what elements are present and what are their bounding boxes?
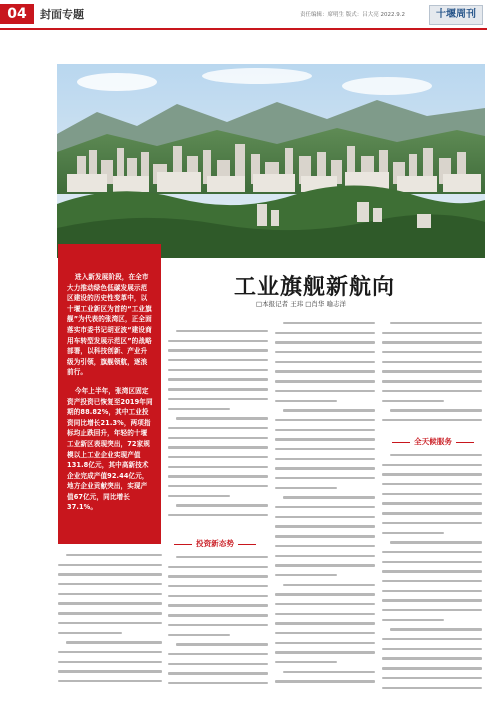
text-line — [275, 341, 375, 343]
text-line — [275, 661, 337, 663]
text-line — [390, 322, 482, 324]
text-line — [66, 641, 162, 643]
text-line — [58, 651, 162, 653]
text-line — [168, 514, 268, 516]
text-line — [58, 573, 162, 575]
text-line — [168, 624, 268, 626]
text-line — [283, 409, 375, 411]
text-line — [168, 672, 268, 674]
text-line — [390, 409, 482, 411]
text-line — [382, 561, 482, 563]
text-line — [275, 535, 375, 537]
section-subhead: 全天候服务 — [388, 436, 478, 447]
text-line — [275, 429, 375, 431]
text-line — [168, 485, 268, 487]
text-column — [275, 322, 375, 698]
text-line — [176, 643, 268, 645]
text-line — [382, 522, 482, 524]
text-line — [382, 677, 482, 679]
text-line — [58, 602, 162, 604]
page-number: 04 — [0, 4, 34, 24]
text-line — [58, 564, 162, 566]
text-line — [382, 667, 482, 669]
text-line — [58, 622, 162, 624]
text-line — [275, 603, 375, 605]
text-line — [390, 541, 482, 543]
text-line — [168, 466, 268, 468]
text-line — [168, 575, 268, 577]
summary-sidebar — [58, 244, 161, 544]
text-line — [275, 458, 375, 460]
text-line — [168, 566, 268, 568]
text-line — [168, 585, 268, 587]
text-line — [382, 419, 482, 421]
text-line — [168, 456, 268, 458]
text-line — [382, 599, 482, 601]
text-line — [275, 400, 337, 402]
text-line — [275, 332, 375, 334]
text-line — [275, 351, 375, 353]
text-line — [283, 496, 375, 498]
text-line — [275, 613, 375, 615]
text-line — [382, 502, 482, 504]
text-line — [382, 657, 482, 659]
text-line — [176, 330, 268, 332]
text-line — [168, 653, 268, 655]
text-line — [275, 390, 375, 392]
text-line — [168, 437, 268, 439]
text-line — [275, 487, 337, 489]
text-line — [275, 380, 375, 382]
text-line — [382, 570, 482, 572]
text-line — [275, 419, 375, 421]
text-column — [382, 454, 482, 698]
text-line — [168, 427, 268, 429]
text-line — [283, 671, 375, 673]
text-line — [168, 604, 268, 606]
text-line — [382, 483, 482, 485]
text-line — [382, 473, 482, 475]
text-line — [275, 632, 375, 634]
text-line — [382, 532, 444, 534]
text-line — [176, 556, 268, 558]
editor-credits: 责任编辑：席明生 版式：吕大亮 2022.9.2 — [300, 12, 405, 18]
text-line — [58, 612, 162, 614]
text-line — [168, 614, 268, 616]
text-line — [382, 493, 482, 495]
text-line — [275, 555, 375, 557]
text-line — [390, 454, 482, 456]
text-line — [275, 574, 337, 576]
city-aerial-photo — [57, 64, 485, 258]
text-line — [168, 634, 230, 636]
text-line — [275, 622, 375, 624]
text-line — [168, 663, 268, 665]
text-line — [275, 593, 375, 595]
text-line — [382, 648, 482, 650]
section-subhead: 投资新态势 — [170, 538, 260, 549]
text-line — [283, 322, 375, 324]
article-headline: 工业旗舰新航向 — [234, 274, 396, 300]
text-line — [66, 554, 162, 556]
text-line — [58, 632, 122, 634]
text-line — [275, 506, 375, 508]
text-line — [390, 628, 482, 630]
text-line — [382, 351, 482, 353]
sidebar-paragraph: 今年上半年，张湾区固定资产投资已恢复至2019年同期的88.82%，其中工业投资同比增长21.3%，两项指标均止跌回升，年轻的十堰工业新区表现突出，72家规模以上工业企业实现产值131.8亿元，其中高新技术企业完成产值92.44亿元，地方企业贡献突出，实现产值67亿元，同比增长37.1%。 — [67, 386, 153, 512]
text-line — [176, 504, 268, 506]
text-line — [382, 400, 444, 402]
text-line — [275, 680, 375, 682]
text-line — [58, 593, 162, 595]
text-column — [168, 330, 268, 530]
text-line — [168, 369, 268, 371]
text-line — [275, 525, 375, 527]
text-line — [275, 516, 375, 518]
text-line — [168, 595, 268, 597]
text-line — [382, 580, 482, 582]
section-title: 封面专题 — [40, 8, 84, 21]
text-line — [275, 564, 375, 566]
text-line — [382, 464, 482, 466]
text-line — [168, 408, 230, 410]
text-line — [382, 370, 482, 372]
text-line — [275, 477, 375, 479]
text-line — [275, 370, 375, 372]
text-line — [58, 680, 162, 682]
text-line — [168, 446, 268, 448]
text-line — [58, 670, 162, 672]
text-line — [176, 417, 268, 419]
text-line — [382, 512, 482, 514]
text-line — [382, 361, 482, 363]
sidebar-paragraph: 进入新发展阶段，在全市大力推动绿色低碳发展示范区建设的历史性变革中，以十堰工业新区为首的“工业旗舰”为代表的张湾区，正全面落实市委书记胡亚波“建设商用车转型发展示范区”的战略部署，以科技创新、产业升级为引领，旗舰领航，逐浪前行。 — [67, 273, 152, 377]
text-line — [275, 642, 375, 644]
text-line — [275, 448, 375, 450]
article-byline: □本报记者 王玮 □肖华 喻志洋 — [256, 300, 346, 308]
text-line — [382, 390, 482, 392]
text-line — [382, 609, 482, 611]
text-line — [382, 341, 482, 343]
text-line — [168, 340, 268, 342]
text-line — [382, 590, 482, 592]
text-line — [382, 638, 482, 640]
text-column — [168, 556, 268, 698]
masthead-logo: 十堰周刊 — [429, 5, 483, 25]
text-line — [168, 388, 268, 390]
text-line — [283, 584, 375, 586]
text-line — [168, 495, 230, 497]
text-line — [382, 687, 482, 689]
text-line — [382, 619, 444, 621]
text-line — [58, 583, 162, 585]
text-line — [382, 551, 482, 553]
text-line — [275, 467, 375, 469]
text-line — [168, 475, 268, 477]
text-column — [58, 554, 162, 698]
text-column — [382, 322, 482, 432]
text-line — [275, 361, 375, 363]
page-header — [0, 0, 487, 30]
text-line — [382, 332, 482, 334]
text-line — [168, 398, 268, 400]
text-line — [168, 359, 268, 361]
text-line — [382, 380, 482, 382]
text-line — [275, 438, 375, 440]
text-line — [275, 545, 375, 547]
text-line — [58, 661, 162, 663]
text-line — [168, 349, 268, 351]
text-line — [275, 651, 375, 653]
text-line — [168, 378, 268, 380]
text-line — [168, 682, 268, 684]
